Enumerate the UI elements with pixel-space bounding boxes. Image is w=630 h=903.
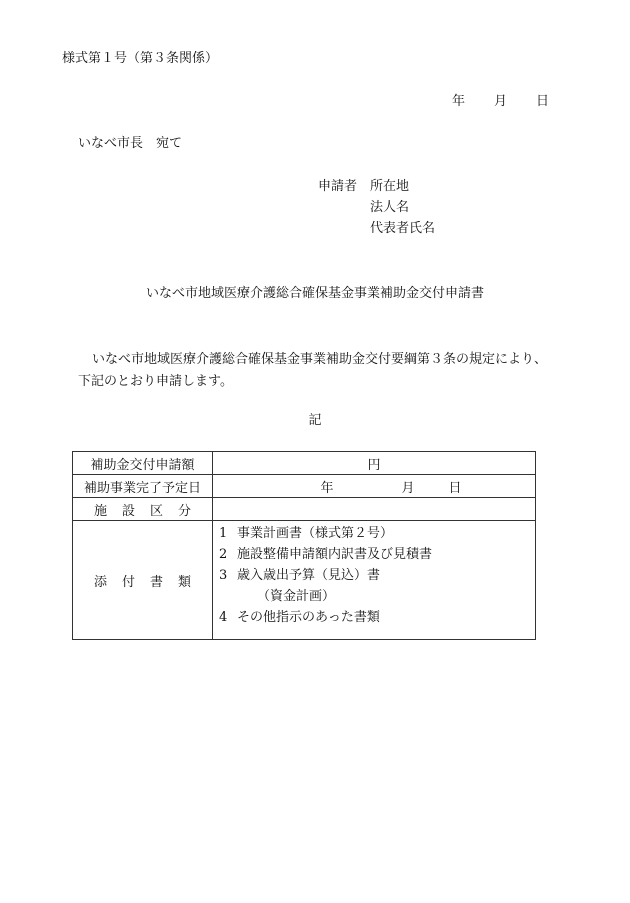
facility-category-label	[73, 498, 213, 521]
label-char: 設	[121, 503, 135, 519]
list-item-text: （資金計画）	[257, 589, 336, 604]
date-month-label: 月	[494, 94, 508, 109]
body-line-2: 下記のとおり申請します。	[78, 374, 233, 389]
document-title: いなべ市地域医療介護総合確保基金事業補助金交付申請書	[145, 286, 484, 301]
list-item-number: 2	[219, 547, 228, 562]
attachments-label	[73, 521, 213, 640]
date-line	[452, 95, 549, 108]
list-item-text: 歳入歳出予算（見込）書	[237, 568, 381, 583]
amount-value: 円	[213, 452, 536, 475]
body-line-1: いなべ市地域医療介護総合確保基金事業補助金交付要綱第３条の規定により、	[92, 352, 548, 367]
list-item	[219, 607, 535, 628]
ki-heading: 記	[308, 413, 322, 428]
label-char: 分	[177, 503, 191, 519]
list-item	[219, 544, 535, 565]
applicant-address-label: 所在地	[370, 179, 410, 194]
label-char: 書	[149, 574, 163, 590]
list-item-number: 4	[219, 610, 228, 625]
applicant-label: 申請者	[318, 179, 358, 194]
applicant-representative-label: 代表者氏名	[370, 221, 436, 236]
date-year-label: 年	[452, 94, 466, 109]
table-row	[73, 498, 536, 521]
list-item	[219, 586, 535, 607]
list-item-text: 施設整備申請額内訳書及び見積書	[237, 547, 433, 562]
list-item-text: 事業計画書（様式第２号）	[237, 526, 394, 541]
label-char: 付	[121, 574, 135, 590]
label-char: 添	[93, 574, 107, 590]
amount-label: 補助金交付申請額	[73, 452, 213, 475]
list-item-number: 1	[219, 526, 228, 541]
facility-category-value	[213, 498, 536, 521]
body-text	[78, 349, 578, 393]
application-table	[72, 451, 536, 640]
date-day-label: 日	[536, 94, 550, 109]
attachments-list	[213, 521, 535, 628]
completion-date-value	[213, 475, 536, 498]
completion-month: 月	[401, 480, 415, 496]
completion-year: 年	[320, 480, 334, 496]
table-row	[73, 452, 536, 475]
label-char: 施	[93, 503, 107, 519]
table-row	[73, 521, 536, 640]
attachments-list-cell	[213, 521, 536, 640]
table-row	[73, 475, 536, 498]
list-item-text: その他指示のあった書類	[237, 610, 380, 625]
list-item	[219, 565, 535, 586]
form-number: 様式第１号（第３条関係）	[62, 51, 219, 66]
list-item-number: 3	[219, 568, 228, 583]
list-item	[219, 523, 535, 544]
label-char: 類	[177, 574, 191, 590]
applicant-corporate-name-label: 法人名	[370, 200, 410, 215]
completion-day: 日	[448, 480, 462, 496]
label-char: 区	[149, 503, 163, 519]
completion-date-label: 補助事業完了予定日	[73, 475, 213, 498]
addressee: いなべ市長 宛て	[78, 136, 183, 151]
